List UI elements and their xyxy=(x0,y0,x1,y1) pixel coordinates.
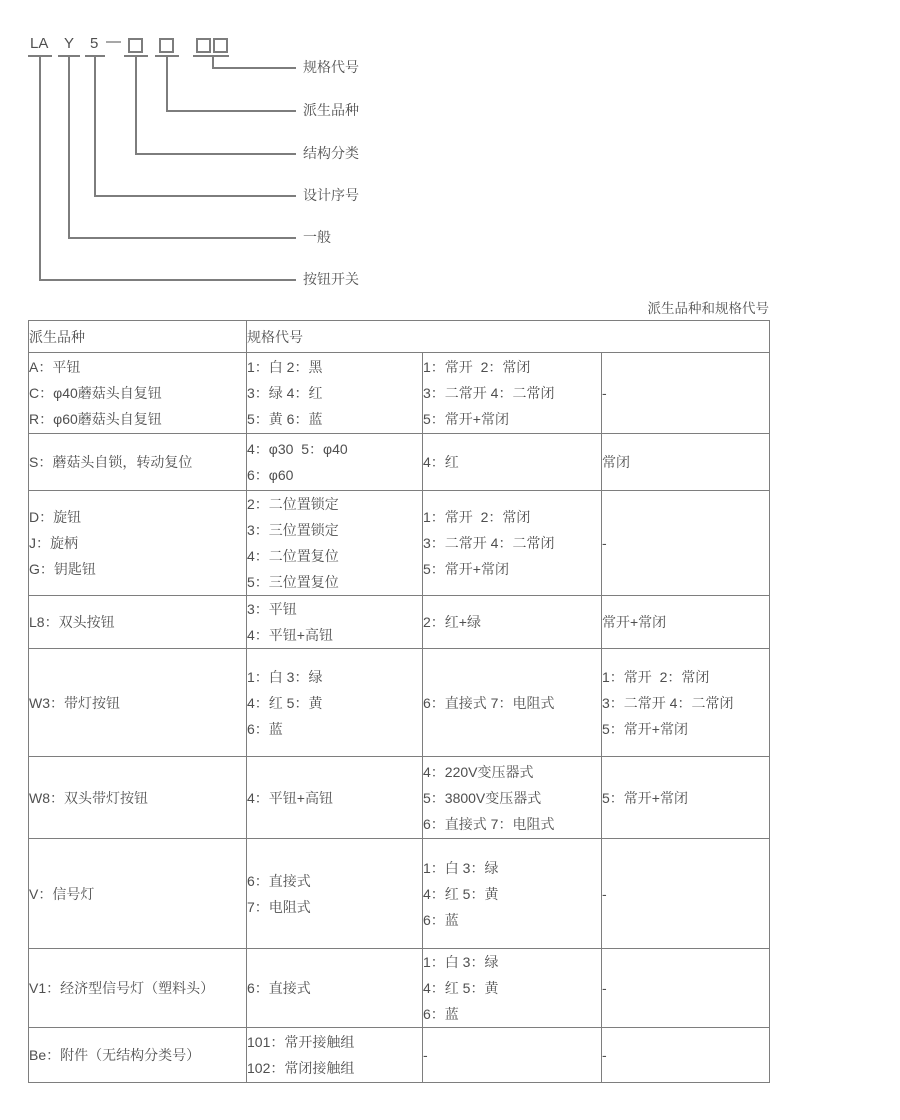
cell-line: D：旋钮 xyxy=(29,509,82,525)
cell-line: 6：直接式 xyxy=(247,872,311,889)
cell-line: 常开+常闭 xyxy=(602,614,667,630)
cell-line: - xyxy=(602,1047,607,1063)
cell-line: 5：三位置复位 xyxy=(247,574,339,590)
spec-table xyxy=(28,320,770,1083)
cell-spec-3 xyxy=(602,1028,770,1083)
cell-line: V1：经济型信号灯（塑料头） xyxy=(29,980,215,996)
cell-line: 4：平钮+高钮 xyxy=(247,627,333,643)
table-row xyxy=(29,491,770,596)
cell-spec-2 xyxy=(423,596,602,649)
leader-horizontal xyxy=(212,67,296,69)
table-row xyxy=(29,839,770,949)
cell-line: 1：白 3：绿 xyxy=(423,954,499,970)
cell-spec-1 xyxy=(247,839,423,949)
cell-spec-2 xyxy=(423,949,602,1028)
diagram-label-structure: 结构分类 xyxy=(303,145,359,161)
cell-variety xyxy=(29,949,247,1028)
cell-line: Be：附件（无结构分类号） xyxy=(29,1047,201,1063)
leader-horizontal xyxy=(68,237,296,239)
cell-line: W8：双头带灯按钮 xyxy=(29,789,148,806)
cell-line: 6：蓝 xyxy=(423,1006,459,1022)
cell-variety xyxy=(29,596,247,649)
cell-line: 6：φ60 xyxy=(247,467,294,483)
cell-line: 6：直接式 xyxy=(247,980,311,996)
leader-vertical xyxy=(68,55,70,238)
tick-bar xyxy=(193,55,229,57)
cell-line: 常闭 xyxy=(602,454,630,470)
cell-line: 3：平钮 xyxy=(247,601,297,617)
cell-spec-2 xyxy=(423,491,602,596)
table-row xyxy=(29,353,770,434)
cell-line: 5：黄 6：蓝 xyxy=(247,411,323,427)
cell-line: 5：3800V变压器式 xyxy=(423,789,542,806)
cell-spec-1 xyxy=(247,949,423,1028)
cell-line: 6：蓝 xyxy=(423,911,459,928)
cell-line: G：钥匙钮 xyxy=(29,561,96,577)
cell-line: - xyxy=(602,980,607,996)
diagram-label-variety: 派生品种 xyxy=(303,102,359,118)
cell-line: 1：常开 2：常闭 xyxy=(423,359,531,375)
table-row xyxy=(29,649,770,757)
cell-line: 102：常闭接触组 xyxy=(247,1060,355,1076)
cell-line: 6：蓝 xyxy=(247,720,283,737)
diagram-label-spec-code: 规格代号 xyxy=(303,59,359,75)
cell-line: - xyxy=(602,885,607,902)
table-row xyxy=(29,434,770,491)
cell-spec-3 xyxy=(602,949,770,1028)
cell-spec-1 xyxy=(247,757,423,839)
cell-line: 5：常开+常闭 xyxy=(423,561,509,577)
cell-variety xyxy=(29,839,247,949)
cell-spec-2 xyxy=(423,839,602,949)
cell-spec-3 xyxy=(602,596,770,649)
leader-horizontal xyxy=(94,195,296,197)
code-box-variety xyxy=(159,38,174,53)
header-variety: 派生品种 xyxy=(29,321,247,353)
leader-vertical xyxy=(135,55,137,154)
diagram-label-design-no: 设计序号 xyxy=(303,187,359,203)
cell-line: 6：直接式 7：电阻式 xyxy=(423,815,555,832)
code-box-structure xyxy=(128,38,143,53)
cell-line: 2：红+绿 xyxy=(423,614,481,630)
cell-spec-2 xyxy=(423,649,602,757)
diagram-label-general: 一般 xyxy=(303,229,331,245)
cell-line: 5：常开+常闭 xyxy=(423,411,509,427)
cell-line: C：φ40蘑菇头自复钮 xyxy=(29,385,162,401)
header-spec-code: 规格代号 xyxy=(247,321,770,353)
leader-vertical xyxy=(94,55,96,196)
diagram-label-pushbutton: 按钮开关 xyxy=(303,271,359,287)
cell-spec-1 xyxy=(247,491,423,596)
cell-line: W3：带灯按钮 xyxy=(29,694,120,711)
cell-line: - xyxy=(602,535,607,551)
cell-line: 3：二常开 4：二常闭 xyxy=(423,535,555,551)
cell-spec-3 xyxy=(602,839,770,949)
cell-spec-3 xyxy=(602,434,770,491)
cell-line: 4：二位置复位 xyxy=(247,548,339,564)
table-row xyxy=(29,757,770,839)
code-box-spec-2 xyxy=(213,38,228,53)
cell-variety xyxy=(29,491,247,596)
cell-spec-2 xyxy=(423,1028,602,1083)
cell-line: - xyxy=(423,1047,428,1063)
cell-line: 7：电阻式 xyxy=(247,898,311,915)
cell-line: 1：常开 2：常闭 xyxy=(423,509,531,525)
cell-variety xyxy=(29,1028,247,1083)
table-title: 派生品种和规格代号 xyxy=(647,301,769,316)
cell-line: 1：常开 2：常闭 xyxy=(602,668,710,685)
cell-spec-1 xyxy=(247,1028,423,1083)
code-part-design: 5 xyxy=(90,35,99,52)
cell-line: 5：常开+常闭 xyxy=(602,720,688,737)
cell-line: - xyxy=(602,385,607,401)
cell-line: 2：二位置锁定 xyxy=(247,496,339,512)
cell-variety xyxy=(29,649,247,757)
cell-line: 4：220V变压器式 xyxy=(423,763,534,780)
code-dash: — xyxy=(106,33,121,50)
cell-spec-2 xyxy=(423,434,602,491)
cell-line: 4：红 5：黄 xyxy=(423,885,499,902)
cell-line: 1：白 3：绿 xyxy=(247,668,323,685)
table-row xyxy=(29,1028,770,1083)
cell-line: 4：平钮+高钮 xyxy=(247,789,333,806)
cell-line: 1：白 3：绿 xyxy=(423,859,499,876)
leader-vertical xyxy=(166,55,168,111)
table-row xyxy=(29,596,770,649)
code-box-spec-1 xyxy=(196,38,211,53)
cell-line: 4：红 xyxy=(423,454,459,470)
cell-line: 4：φ30 5：φ40 xyxy=(247,441,348,457)
leader-vertical xyxy=(39,55,41,280)
cell-line: 6：直接式 7：电阻式 xyxy=(423,694,555,711)
cell-line: 101：常开接触组 xyxy=(247,1034,355,1050)
cell-spec-1 xyxy=(247,353,423,434)
cell-line: 1：白 2：黑 xyxy=(247,359,323,375)
cell-line: V：信号灯 xyxy=(29,885,95,902)
cell-spec-3 xyxy=(602,491,770,596)
cell-line: 3：绿 4：红 xyxy=(247,385,323,401)
cell-spec-3 xyxy=(602,757,770,839)
cell-spec-1 xyxy=(247,434,423,491)
cell-spec-2 xyxy=(423,757,602,839)
leader-horizontal xyxy=(166,110,296,112)
cell-variety xyxy=(29,434,247,491)
cell-line: 3：二常开 4：二常闭 xyxy=(423,385,555,401)
cell-spec-2 xyxy=(423,353,602,434)
cell-line: 5：常开+常闭 xyxy=(602,789,688,806)
cell-variety xyxy=(29,353,247,434)
cell-line: L8：双头按钮 xyxy=(29,614,115,630)
leader-horizontal xyxy=(39,279,296,281)
cell-spec-3 xyxy=(602,353,770,434)
cell-variety xyxy=(29,757,247,839)
cell-spec-3 xyxy=(602,649,770,757)
cell-spec-1 xyxy=(247,649,423,757)
cell-line: 3：三位置锁定 xyxy=(247,522,339,538)
code-part-general: Y xyxy=(64,35,75,52)
cell-spec-1 xyxy=(247,596,423,649)
cell-line: 4：红 5：黄 xyxy=(247,694,323,711)
cell-line: J：旋柄 xyxy=(29,535,78,551)
cell-line: 4：红 5：黄 xyxy=(423,980,499,996)
cell-line: A：平钮 xyxy=(29,359,81,375)
leader-horizontal xyxy=(135,153,296,155)
cell-line: R：φ60蘑菇头自复钮 xyxy=(29,411,162,427)
code-part-series: LA xyxy=(30,35,49,52)
table-row xyxy=(29,949,770,1028)
cell-line: 3：二常开 4：二常闭 xyxy=(602,694,734,711)
table-header-row xyxy=(29,321,770,353)
cell-line: S：蘑菇头自锁，转动复位 xyxy=(29,454,193,470)
